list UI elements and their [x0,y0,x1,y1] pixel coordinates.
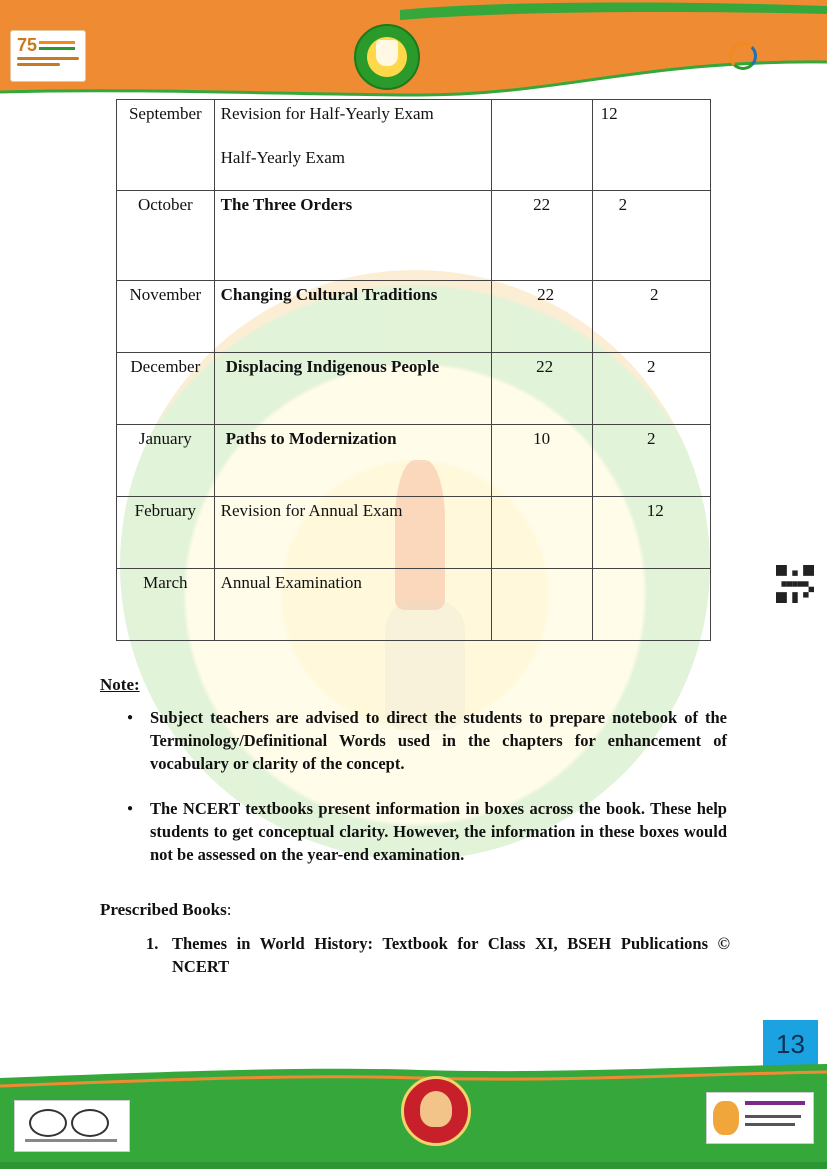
list-item [146,932,730,978]
periods-cell [491,497,592,569]
periods-cell: 22 [491,281,592,353]
page-number: 13 [763,1020,818,1068]
periods-cell [491,100,592,191]
note-list [150,706,727,866]
month-cell: February [117,497,215,569]
weeks-cell: 2 [592,281,710,353]
weeks-cell: 12 [592,100,710,191]
qr-code-icon[interactable] [776,565,814,603]
book-number: 1. [146,934,159,953]
azadi-ka-amrit-mahotsav-logo: 75 [10,30,86,82]
month-cell: November [117,281,215,353]
prescribed-books-heading [100,900,231,920]
topic-cell: Revision for Annual Exam [214,497,491,569]
board-seal-icon [354,24,420,90]
month-cell: December [117,353,215,425]
month-cell: September [117,100,215,191]
syllabus-table [116,99,711,641]
right-to-education-logo [706,1092,814,1144]
periods-cell: 10 [491,425,592,497]
book-list [146,932,730,978]
prescribed-books-colon: : [226,900,232,919]
note-heading: Note: [100,675,140,694]
topic-cell: Paths to Modernization [214,425,491,497]
weeks-cell: 2 [592,425,710,497]
swachh-bharat-logo [14,1100,130,1152]
table-row [117,281,711,353]
list-item: ● The NCERT textbooks present information in boxes across the book. These help students to get conceptual clarity. However, the information in these boxes would not be assessed on the year-end examination. [150,797,727,866]
table-row [117,191,711,281]
table-row [117,353,711,425]
weeks-cell: 12 [592,497,710,569]
beti-bachao-seal-icon [401,1076,471,1146]
topic-cell: Annual Examination [214,569,491,641]
periods-cell [491,569,592,641]
table-row [117,425,711,497]
weeks-cell: 2 [592,353,710,425]
month-cell: March [117,569,215,641]
topic-cell [214,100,491,191]
table-row [117,100,711,191]
weeks-cell: 2 [592,191,710,281]
list-item: ● Subject teachers are advised to direct the students to prepare notebook of the Terminology/Definitional Words used in the chapters for enhancement of vocabulary or clarity of the concept. [150,706,727,775]
topic-cell: Displacing Indigenous People [214,353,491,425]
month-cell: January [117,425,215,497]
periods-cell: 22 [491,191,592,281]
table-row [117,569,711,641]
weeks-cell [592,569,710,641]
book-title: Themes in World History: Textbook for Class XI, BSEH Publications © NCERT [172,934,730,976]
month-cell: October [117,191,215,281]
topic-cell: Changing Cultural Traditions [214,281,491,353]
table-row [117,497,711,569]
topic-text: Half-Yearly Exam [220,148,345,167]
periods-cell: 22 [491,353,592,425]
topic-cell: The Three Orders [214,191,491,281]
prescribed-books-label: Prescribed Books [100,900,227,919]
digital-india-logo [729,40,799,70]
topic-text: Revision for Half-Yearly Exam [220,104,434,123]
